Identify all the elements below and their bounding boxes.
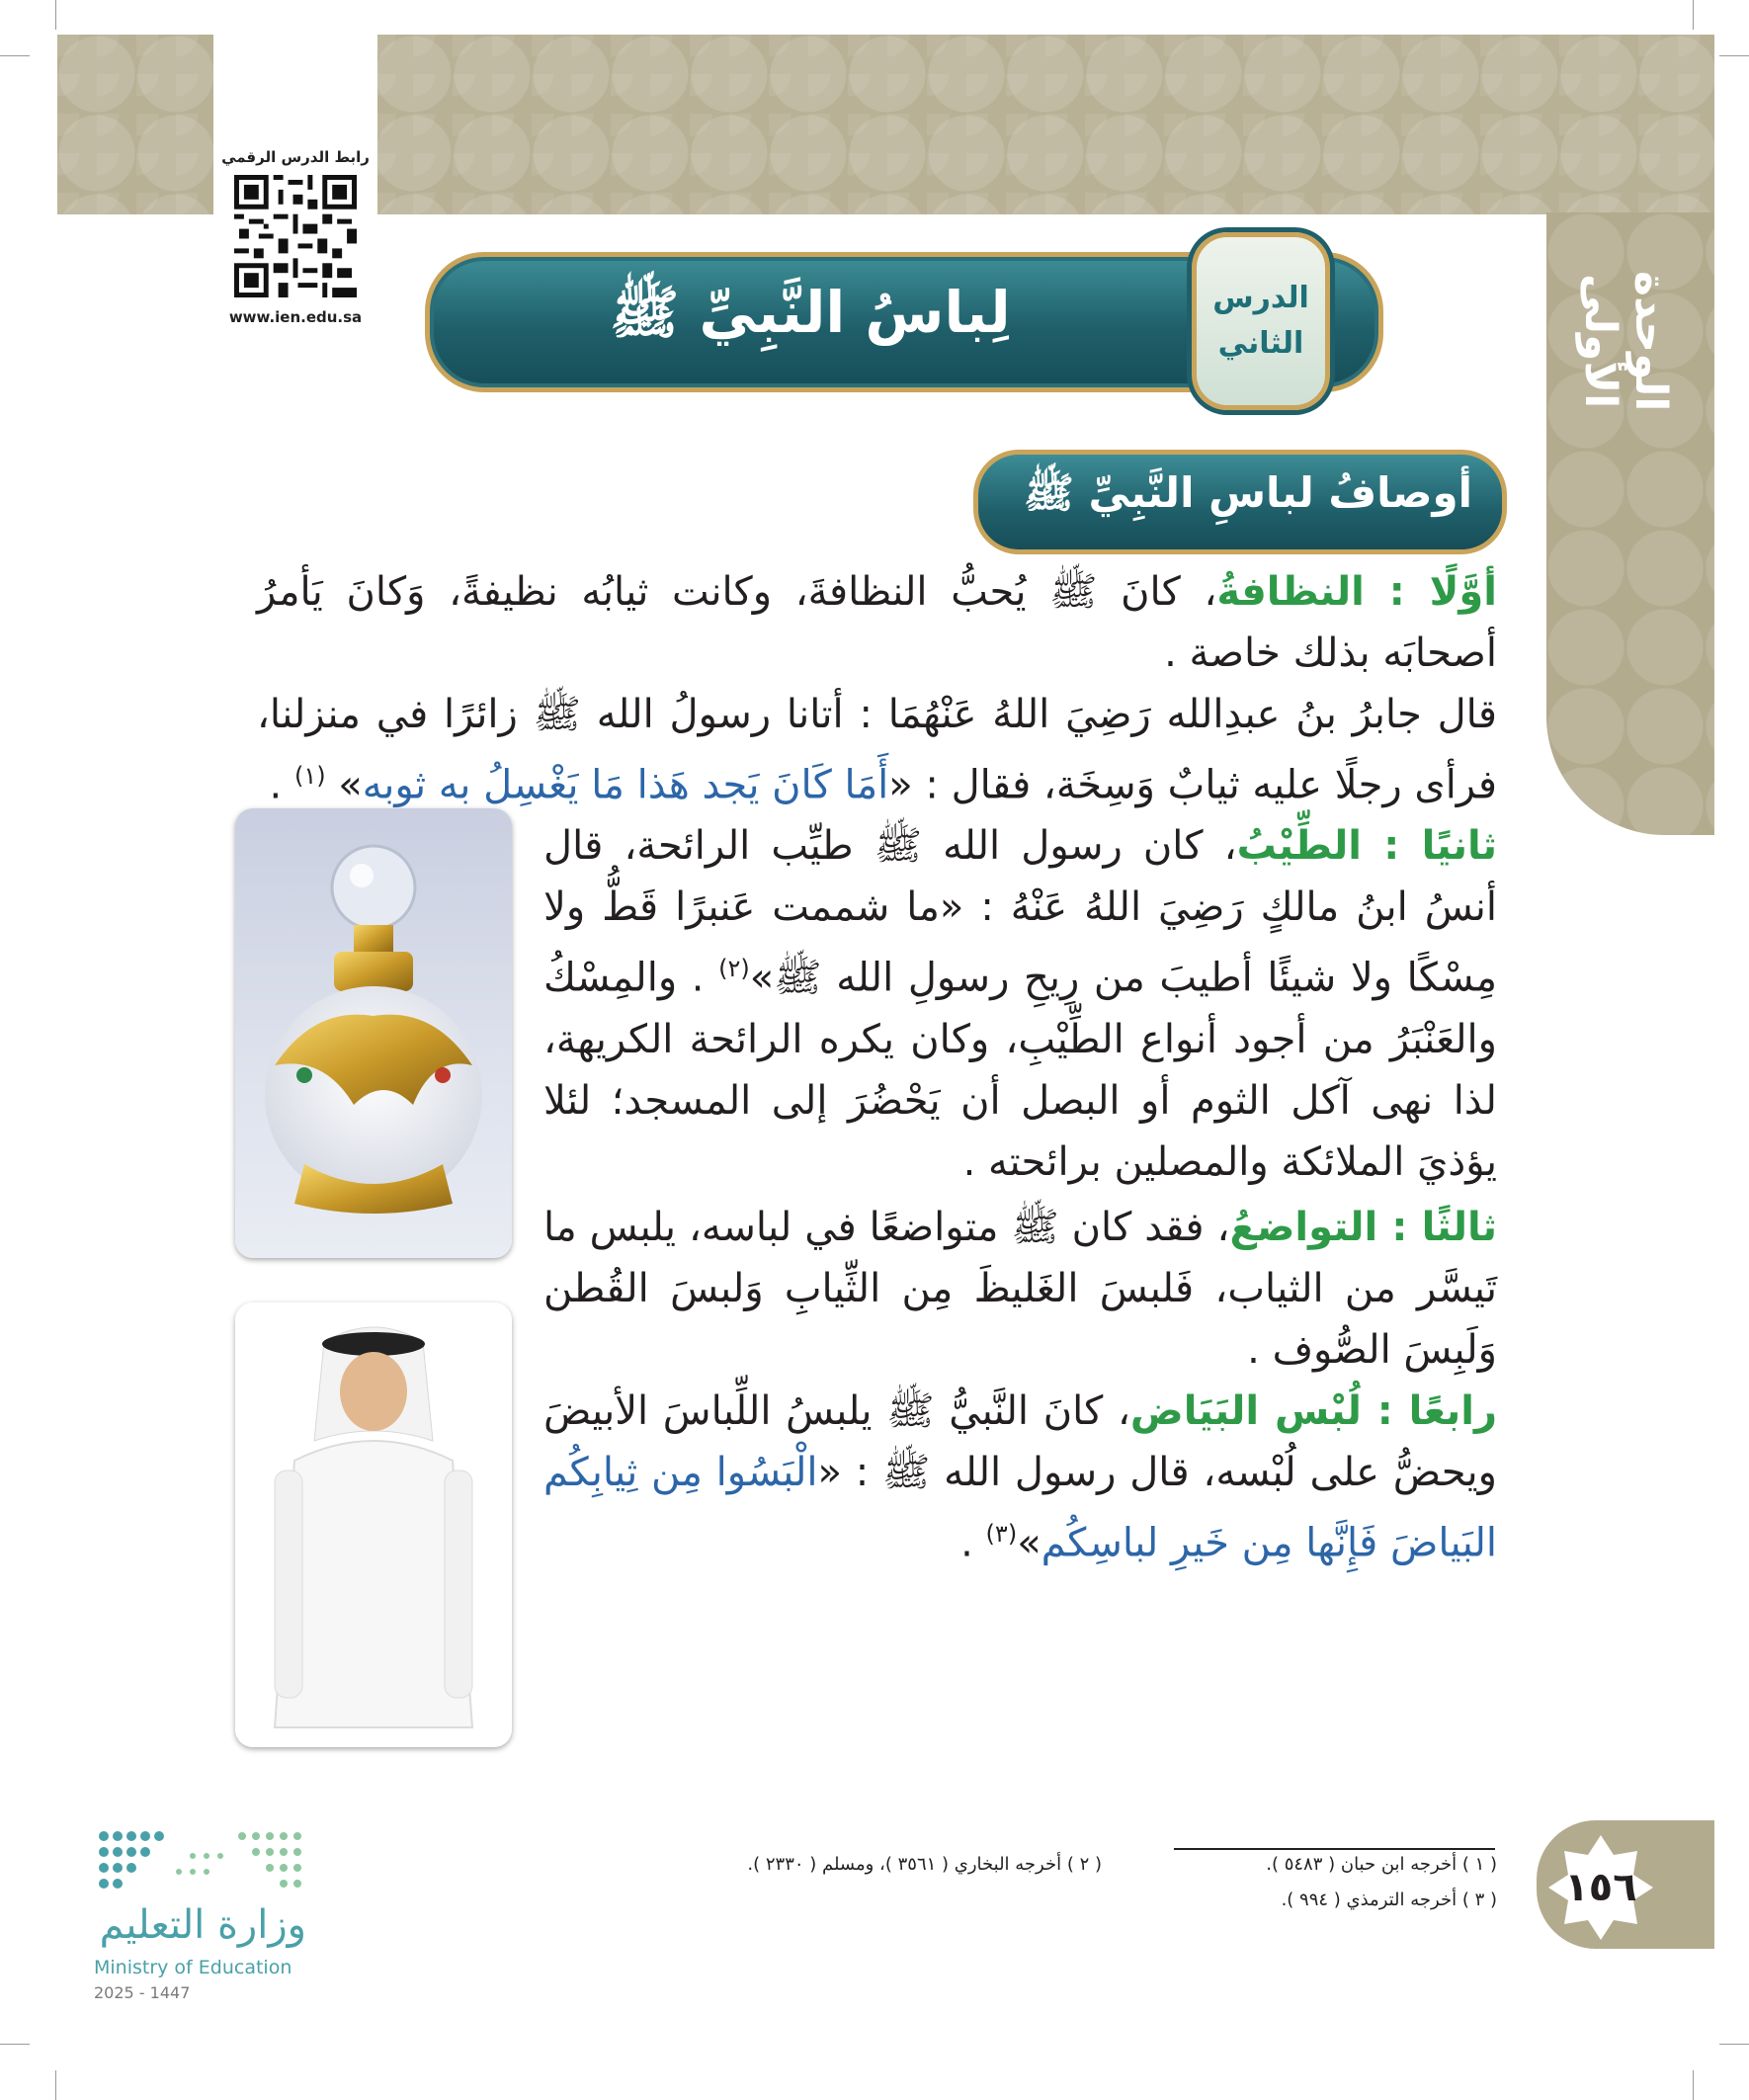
paragraph-humility (543, 1197, 1497, 1381)
heading-perfume: ثانيًا : الطِّيْبُ (1236, 823, 1498, 870)
crop-mark (55, 0, 56, 30)
heading-humility: ثالثًا : التواضعُ (1229, 1204, 1498, 1250)
qr-code-icon[interactable] (234, 175, 357, 297)
footnote-ref-1[interactable]: (١) (293, 762, 326, 790)
crop-mark (1719, 55, 1749, 56)
footnote-3: ( ٣ ) أخرجه الترمذي ( ٩٩٤ ). (1281, 1890, 1497, 1910)
lesson-number-badge (1192, 232, 1330, 410)
ministry-name-ar: وزارة التعليم (99, 1902, 306, 1948)
qr-label: رابط الدرس الرقمي (221, 148, 370, 166)
unit-title: الوحدة الأولى (1575, 270, 1676, 412)
tail-jabir: . (269, 762, 294, 808)
quote-white-clothing: الْبَسُوا مِن ثِيابِكُم البَياضَ فَإِنَّها مِن خَيرِ لباسِكُم (543, 1449, 1497, 1565)
paragraph-cleanliness (257, 561, 1497, 684)
lesson-title: لِباسُ النَّبِيِّ ﷺ (610, 279, 1011, 346)
paragraph-jabir-hadith (257, 684, 1497, 815)
text-humility: ، فقد كان ﷺ متواضعًا في لباسه، يلبس ما تَيسَّر من الثياب، فَلبسَ الغَليظَ مِن الثِّيابِ وَلبسَ القُطن وَلَبِسَ الصُّوف . (543, 1204, 1497, 1373)
paragraph-white-clothing (543, 1381, 1497, 1573)
footnote-1: ( ١ ) أخرجه ابن حبان ( ٥٤٨٣ ). (1266, 1854, 1497, 1875)
tail-white: . (960, 1519, 986, 1565)
quote-jabir: أَمَا كَانَ يَجد هَذا مَا يَغْسِلُ به ثوبه (362, 762, 889, 808)
footnote-ref-2[interactable]: (٢) (718, 955, 750, 983)
footnote-2: ( ٢ ) أخرجه البخاري ( ٣٥٦١ )، ومسلم ( ٢٣٣٠ ). (747, 1854, 1102, 1875)
text-jabir: قال جابرُ بنُ عبدِالله رَضِيَ اللهُ عَنْهُمَا : أتانا رسولُ الله ﷺ زائرًا في منزلنا، فرأى رجلًا عليه ثيابٌ وَسِخَة، فقال : « (257, 692, 1497, 808)
crop-mark (0, 2044, 30, 2045)
tail-perfume: . والمِسْكُ والعَنْبَرُ من أجود أنواع الطِّيْبِ، وكان يكره الرائحة الكريهة، لذا نهى آكل الثوم أو البصل أن يَحْضُرَ إلى المسجد؛ لئلا يؤذيَ الملائكة والمصلين برائحته . (543, 955, 1497, 1185)
text-white-clothing: ، كانَ النَّبيُّ ﷺ يلبسُ اللِّباسَ الأبيضَ ويحضُّ على لُبْسه، قال رسول الله ﷺ : « (543, 1387, 1497, 1495)
paragraph-perfume (543, 815, 1497, 1192)
text-cleanliness: ، كانَ ﷺ يُحبُّ النظافةَ، وكانت ثيابُه نظيفةً، وَكانَ يَأمرُ أصحابَه بذلك خاصة . (257, 569, 1497, 676)
ministry-year: 2025 - 1447 (94, 1983, 191, 2002)
lesson-body (257, 561, 1497, 1573)
heading-white-clothing: رابعًا : لُبْس البَيَاض (1129, 1387, 1498, 1434)
heading-cleanliness: أوَّلًا : النظافةُ (1216, 569, 1497, 615)
ministry-name-en: Ministry of Education (94, 1957, 292, 1978)
crop-mark (1693, 2070, 1694, 2100)
lesson-badge-line1: الدرس (1212, 281, 1309, 315)
footnote-ref-3[interactable]: (٣) (985, 1519, 1018, 1548)
ministry-logo-icon (94, 1826, 311, 1895)
digital-lesson-qr-card[interactable] (213, 32, 377, 340)
text-perfume: ، كان رسول الله ﷺ طيِّب الرائحة، قال أنسُ ابنُ مالكٍ رَضِيَ اللهُ عَنْهُ : «ما شممت عَنبرًا قَطُّ ولا مِسْكًا ولا شيئًا أطيبَ من رِيحِ رسولِ الله ﷺ» (543, 823, 1497, 1001)
crop-mark (55, 2070, 56, 2100)
quote-close-jabir: » (325, 762, 363, 808)
footnote-divider (1174, 1848, 1495, 1850)
crop-mark (1719, 2044, 1749, 2045)
crop-mark (1693, 0, 1694, 30)
qr-url[interactable]: www.ien.edu.sa (228, 308, 363, 326)
section-heading: أوصافُ لباسِ النَّبِيِّ ﷺ (1024, 467, 1472, 517)
quote-close-white: » (1017, 1519, 1041, 1565)
page-number: ١٥٦ (1564, 1865, 1637, 1910)
crop-mark (0, 55, 30, 56)
lesson-badge-line2: الثاني (1217, 326, 1304, 361)
